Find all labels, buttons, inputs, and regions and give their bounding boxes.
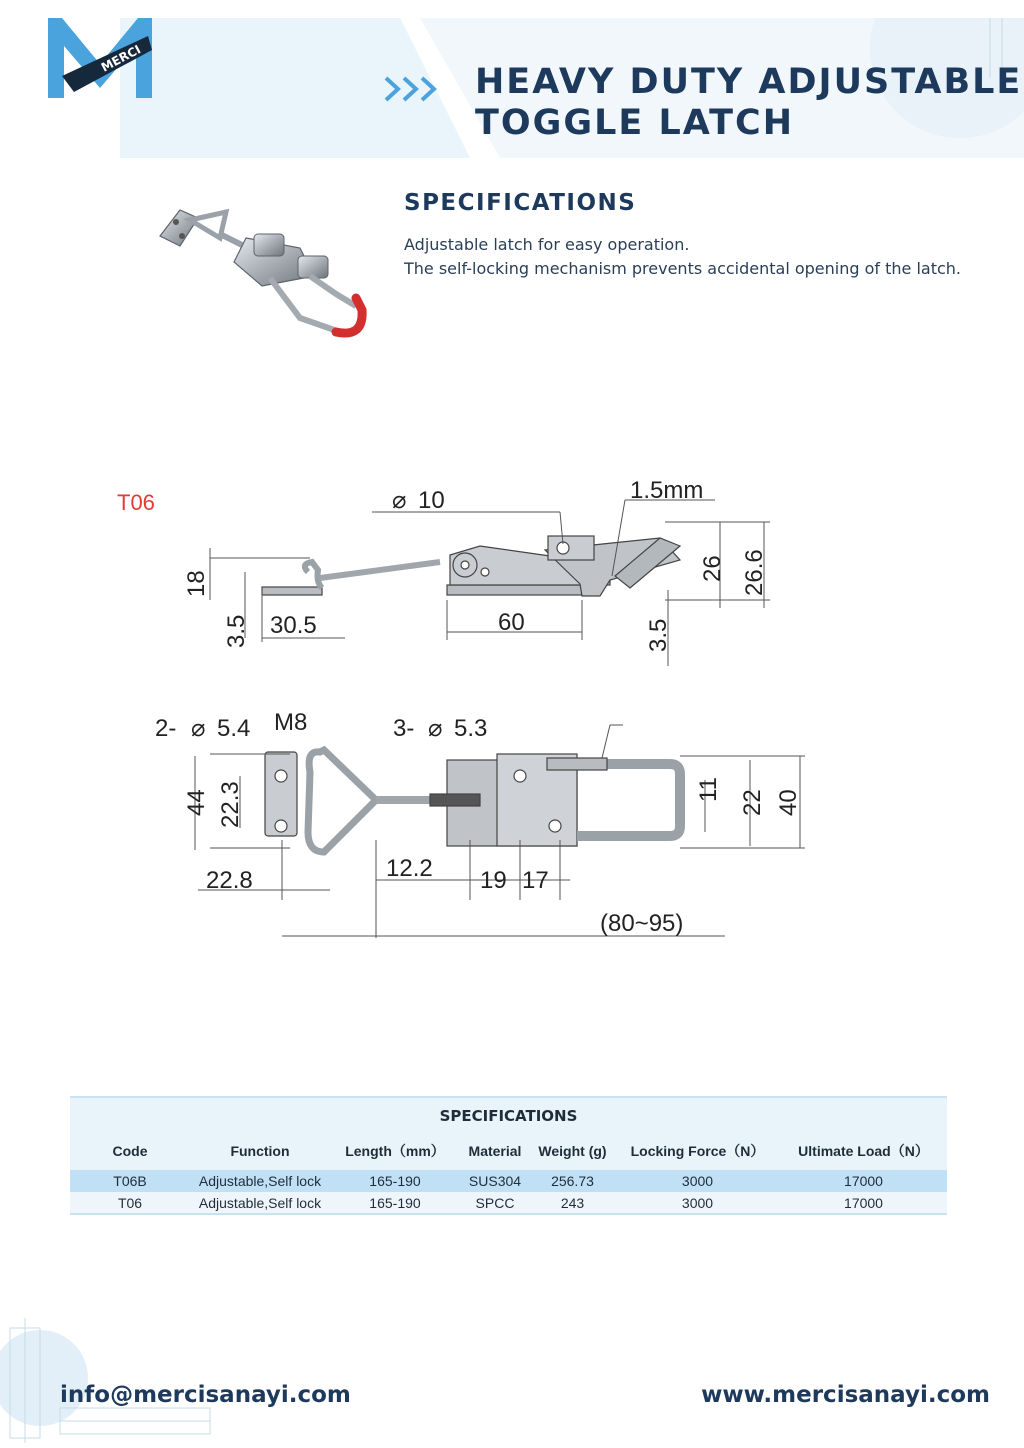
dim-44: 44 bbox=[183, 789, 210, 816]
model-code: T06 bbox=[117, 490, 155, 515]
dim-19: 19 bbox=[480, 867, 507, 894]
cell-length: 165-190 bbox=[330, 1170, 460, 1192]
cell-weight: 256.73 bbox=[530, 1170, 615, 1192]
col-material: Material bbox=[460, 1132, 530, 1170]
col-length: Length（mm） bbox=[330, 1132, 460, 1170]
col-locking-force: Locking Force（N） bbox=[615, 1132, 780, 1170]
cell-code: T06 bbox=[70, 1192, 190, 1214]
dim-18: 18 bbox=[183, 570, 210, 597]
dim-holes-right-count: 3- bbox=[393, 715, 415, 742]
specifications-table bbox=[70, 1096, 947, 1215]
specifications-description bbox=[404, 233, 1004, 281]
diameter-symbol-left: ⌀ bbox=[191, 715, 206, 742]
dim-26: 26 bbox=[699, 555, 726, 582]
col-ultimate-load: Ultimate Load（N） bbox=[780, 1132, 947, 1170]
dim-60: 60 bbox=[498, 609, 525, 636]
dim-22-8: 22.8 bbox=[206, 867, 253, 894]
dim-22-3: 22.3 bbox=[217, 781, 244, 828]
chevron-arrows-icon bbox=[384, 72, 444, 106]
dim-11: 11 bbox=[695, 777, 722, 802]
dim-26-6: 26.6 bbox=[741, 549, 768, 596]
title-line-1: HEAVY DUTY ADJUSTABLE bbox=[475, 62, 1023, 102]
dim-holes-left-count: 2- bbox=[155, 715, 177, 742]
dim-40: 40 bbox=[775, 789, 802, 816]
table-row bbox=[70, 1170, 947, 1192]
spec-line-1: Adjustable latch for easy operation. bbox=[404, 235, 690, 254]
dim-3-5-right: 3.5 bbox=[645, 618, 672, 652]
dim-22: 22 bbox=[739, 789, 766, 816]
merci-logo bbox=[44, 16, 156, 102]
dim-dia10: 10 bbox=[418, 487, 445, 514]
dim-17: 17 bbox=[522, 867, 549, 894]
title-line-2: TOGGLE LATCH bbox=[475, 103, 795, 143]
dim-thickness: 1.5mm bbox=[630, 477, 704, 504]
table-row bbox=[70, 1192, 947, 1214]
cell-weight: 243 bbox=[530, 1192, 615, 1214]
cell-locking-force: 3000 bbox=[615, 1170, 780, 1192]
dim-holes-left-dia: 5.4 bbox=[217, 715, 251, 742]
cell-ultimate-load: 17000 bbox=[780, 1192, 947, 1214]
cell-ultimate-load: 17000 bbox=[780, 1170, 947, 1192]
cell-material: SUS304 bbox=[460, 1170, 530, 1192]
product-photo bbox=[150, 198, 375, 338]
cell-function: Adjustable,Self lock bbox=[190, 1170, 330, 1192]
cell-code: T06B bbox=[70, 1170, 190, 1192]
top-view bbox=[265, 750, 680, 852]
col-code: Code bbox=[70, 1132, 190, 1170]
dim-range: (80~95) bbox=[600, 910, 684, 937]
footer-website-link[interactable]: www.mercisanayi.com bbox=[701, 1382, 990, 1408]
col-weight: Weight (g) bbox=[530, 1132, 615, 1170]
footer-decoration bbox=[0, 1308, 215, 1448]
diameter-symbol: ⌀ bbox=[392, 487, 407, 514]
spec-line-2: The self-locking mechanism prevents accidental opening of the latch. bbox=[404, 259, 962, 278]
page-title bbox=[475, 62, 1023, 144]
specifications-heading: SPECIFICATIONS bbox=[404, 190, 637, 216]
dim-3-5-left: 3.5 bbox=[223, 614, 250, 648]
col-function: Function bbox=[190, 1132, 330, 1170]
dim-holes-right-dia: 5.3 bbox=[454, 715, 488, 742]
dim-thread: M8 bbox=[274, 709, 308, 736]
table-header-row bbox=[70, 1132, 947, 1170]
logo-text: MERCI bbox=[98, 42, 144, 75]
cell-length: 165-190 bbox=[330, 1192, 460, 1214]
footer-email-link[interactable]: info@mercisanayi.com bbox=[60, 1382, 351, 1408]
dim-12-2: 12.2 bbox=[386, 855, 433, 882]
technical-drawing bbox=[140, 460, 860, 960]
diameter-symbol-right: ⌀ bbox=[428, 715, 443, 742]
cell-material: SPCC bbox=[460, 1192, 530, 1214]
cell-function: Adjustable,Self lock bbox=[190, 1192, 330, 1214]
cell-locking-force: 3000 bbox=[615, 1192, 780, 1214]
dim-30-5: 30.5 bbox=[270, 612, 317, 639]
table-caption: SPECIFICATIONS bbox=[70, 1096, 947, 1132]
